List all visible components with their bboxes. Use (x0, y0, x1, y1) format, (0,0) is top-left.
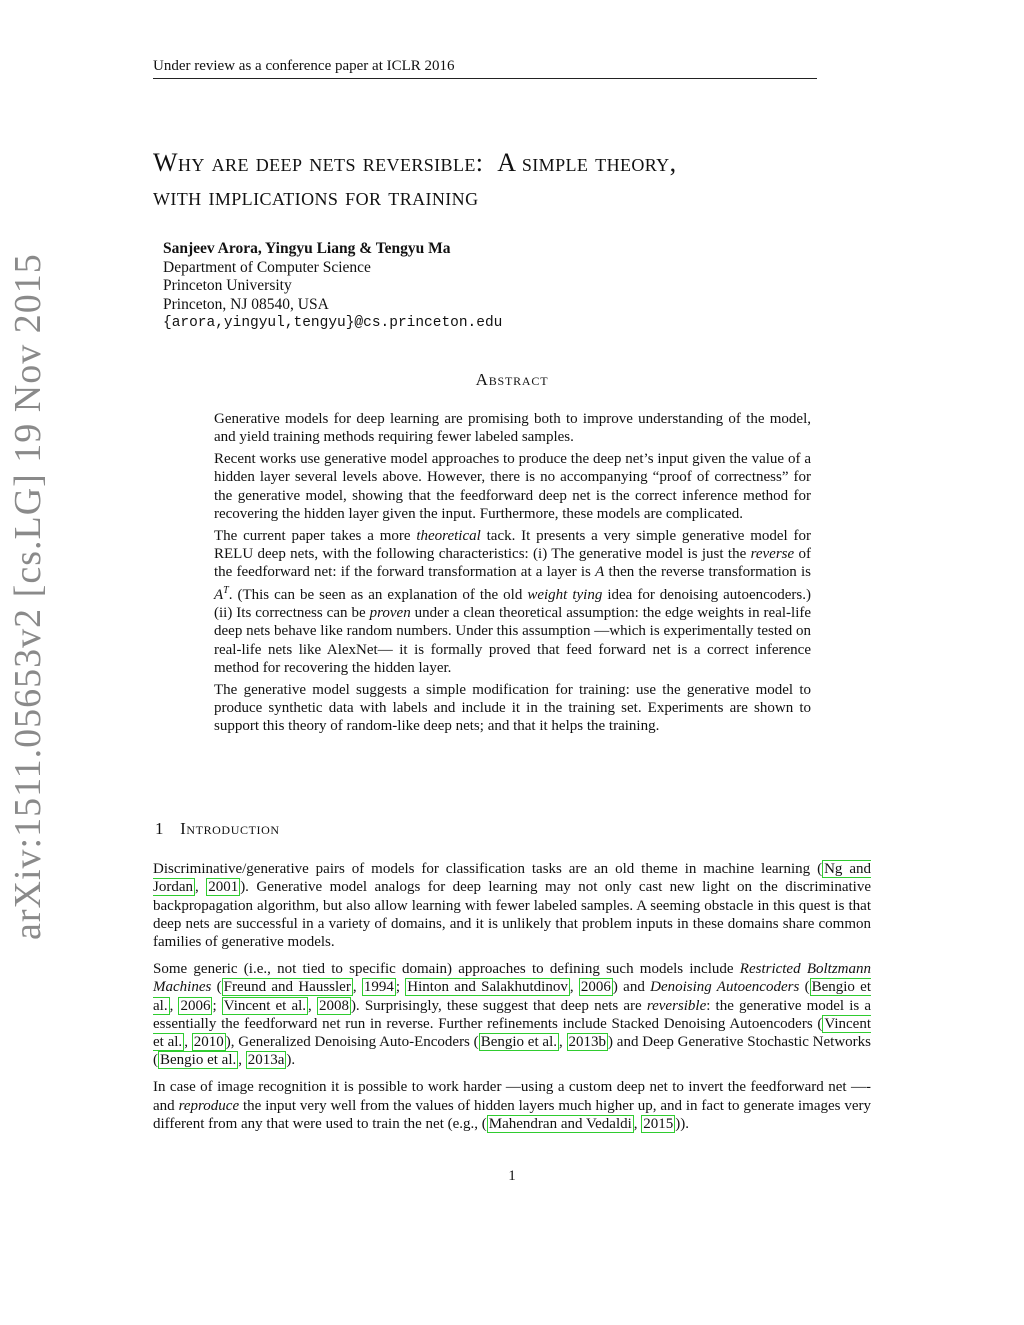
citation-link[interactable]: 2001 (208, 879, 239, 896)
citation-link[interactable]: 2010 (193, 1034, 224, 1051)
author-email: {arora,yingyul,tengyu}@cs.princeton.edu (163, 315, 503, 331)
citation-link[interactable]: Bengio et al. (480, 1034, 557, 1051)
arxiv-identifier: arXiv:1511.05653v2 [cs.LG] 19 Nov 2015 (7, 253, 49, 940)
paper-title (153, 146, 883, 214)
citation-link[interactable]: Freund and Haussler (223, 979, 351, 996)
body-paragraph: Some generic (i.e., not tied to specific domain) approaches to defining such models include Restricted Boltzmann Machines ( Freund and Haussler , 1994 ; Hinton and Salakhutdinov , 2006 ) and Denoising Autoencoders ( Bengio et al. , 2006 ; Vincent et al. , 2008 ). Surprisingly, these suggest that deep nets are reversible: the generative model is a essentially the feedforward net run in reverse. Further refinements include Stacked Denoising Autoencoders ( Vincent et al. , 2010 ), Generalized Denoising Auto-Encoders ( Bengio et al. , 2013b ) and Deep Generative Stochastic Networks ( Bengio et al. , 2013a ). (153, 960, 872, 1069)
body-paragraph: Discriminative/generative pairs of models for classification tasks are an old theme in machine learning ( Ng and Jordan , 2001 ). Generative model analogs for deep learning may not only cast new light on the discriminative backpropagation algorithm, but also allow learning with fewer labeled samples. A seeming obstacle in this quest is that deep nets are successful in a variety of domains, and it is unlikely that problem inputs in these domains share common families of generative models. (153, 861, 872, 951)
author-university: Princeton University (163, 277, 292, 294)
abstract-paragraph: The generative model suggests a simple modification for training: use the generative model to produce synthetic data with labels and include it in the training set. Experiments are shown to support this theory of random-like deep nets; and that it helps the training. (214, 681, 811, 735)
running-header: Under review as a conference paper at ICLR 2016 (153, 58, 817, 79)
section-heading (155, 819, 280, 839)
section-title: Introduction (180, 819, 280, 838)
citation-link[interactable]: Vincent et al. (153, 1015, 871, 1051)
body-paragraph: In case of image recognition it is possible to work harder —using a custom deep net to invert the feedforward net —-and reproduce the input very well from the values of hidden layers much higher up, and in fact to generate images very different from any that were used to train the net (e.g., ( Mahendran and Vedaldi , 2015 )). (153, 1079, 872, 1132)
section-number: 1 (155, 819, 165, 838)
citation-link[interactable]: Vincent et al. (223, 997, 307, 1014)
author-block (163, 240, 502, 333)
citation-link[interactable]: 1994 (363, 979, 394, 996)
citation-link[interactable]: 2013a (247, 1052, 285, 1069)
abstract (214, 410, 811, 739)
abstract-paragraph: The current paper takes a more theoretical tack. It presents a very simple generative model for RELU deep nets, with the following characteristics: (i) The generative model is just the reverse of the feedforward net: if the forward transformation at a layer is A then the reverse transformation is $A^T$. (This can be seen as an explanation of the old weight tying idea for denoising autoencoders.) (ii) Its correctness can be proven under a clean theoretical assumption: the edge weights in real-life deep nets behave like random numbers. Under this assumption —which is experimentally tested on real-life nets like AlexNet— it is formally proved that feed forward net is a correct inference method for recovering the hidden layer. (214, 527, 812, 676)
citation-link[interactable]: 2013b (568, 1034, 607, 1051)
citation-link[interactable]: Bengio et al. (153, 979, 871, 1014)
citation-link[interactable]: 2006 (580, 979, 611, 996)
citation-link[interactable]: 2008 (318, 997, 349, 1014)
introduction-body (153, 860, 871, 1142)
author-names: Sanjeev Arora, Yingyu Liang & Tengyu Ma (163, 240, 451, 257)
author-address: Princeton, NJ 08540, USA (163, 295, 329, 313)
page-number: 1 (508, 1168, 516, 1184)
citation-link[interactable]: 2006 (180, 997, 211, 1014)
citation-link[interactable]: Ng and Jordan (153, 861, 871, 896)
abstract-paragraph: Generative models for deep learning are promising both to improve understanding of the model, and yield training methods requiring fewer labeled samples. (214, 411, 811, 446)
citation-link[interactable]: Mahendran and Vedaldi (488, 1115, 632, 1132)
citation-link[interactable]: 2015 (643, 1115, 674, 1132)
title-line-1: Why are deep nets reversible: A simple theory, (153, 148, 677, 177)
citation-link[interactable]: Hinton and Salakhutdinov (407, 979, 568, 996)
abstract-heading: Abstract (475, 370, 549, 389)
author-department: Department of Computer Science (163, 258, 371, 276)
title-line-2: with implications for training (153, 182, 479, 211)
abstract-paragraph: Recent works use generative model approaches to produce the deep net’s input given the value of a hidden layer several levels above. However, there is no accompanying “proof of correctness” for the generative model, showing that the feedforward deep net is the correct inference method for recovering the hidden layer given the input. Furthermore, these models are complicated. (214, 451, 811, 522)
citation-link[interactable]: Bengio et al. (160, 1052, 237, 1069)
